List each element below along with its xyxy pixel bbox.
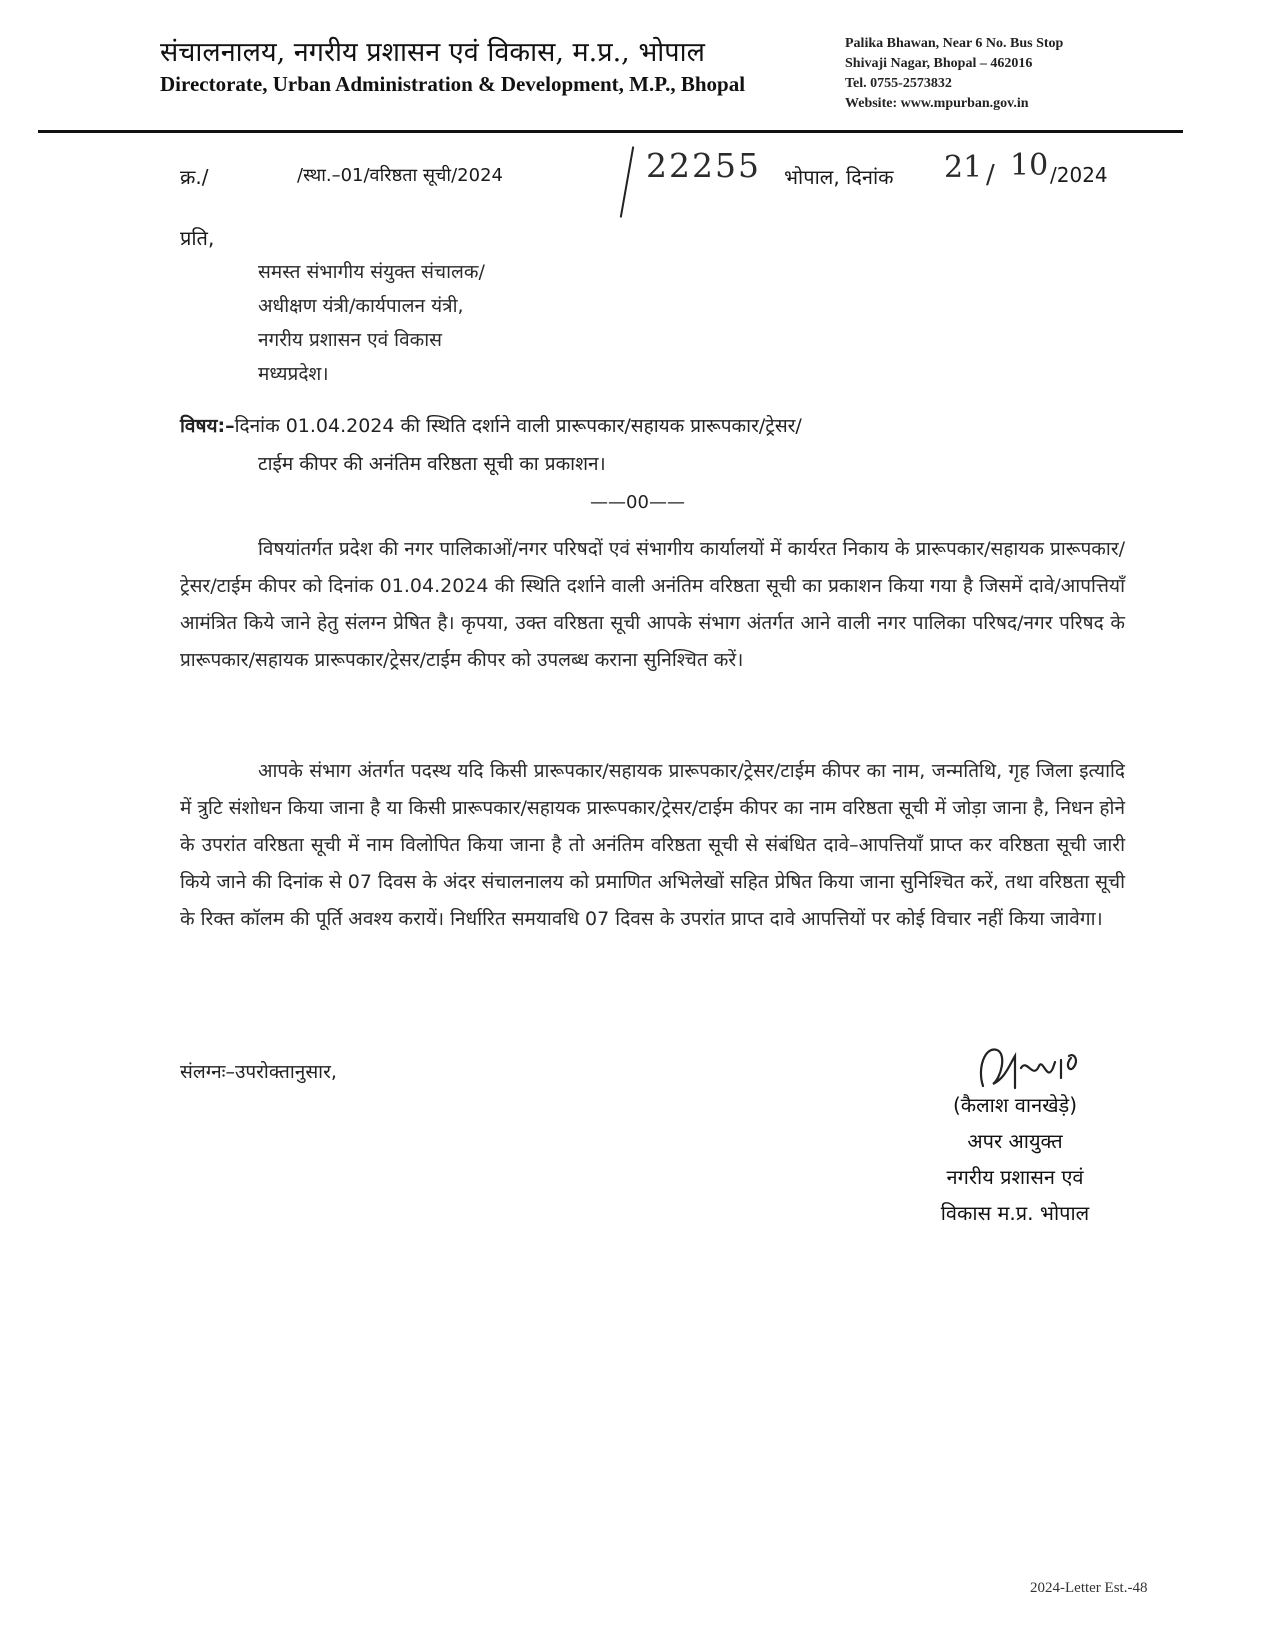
date-separator: / xyxy=(986,160,995,190)
signatory-dept: विकास म.प्र. भोपाल xyxy=(940,1201,1090,1225)
section-separator: ——00—— xyxy=(590,492,685,513)
ref-prefix: क्र./ xyxy=(180,165,209,189)
to-label: प्रति, xyxy=(180,226,215,250)
org-name-english: Directorate, Urban Administration & Development, M.P., Bhopal xyxy=(160,72,746,96)
signature-block xyxy=(915,1087,1115,1231)
signatory-designation: अपर आयुक्त xyxy=(967,1129,1063,1153)
addressee-line: समस्त संभागीय संयुक्त संचालक/ xyxy=(258,261,485,283)
body-paragraph-1: विषयांतर्गत प्रदेश की नगर पालिकाओं/नगर परिषदों एवं संभागीय कार्यालयों में कार्यरत निकाय के प्रारूपकार/सहायक प्रारूपकार/ट्रेसर/टाईम कीपर को दिनांक 01.04.2024 की स्थिति दर्शाने वाली अनंतिम वरिष्ठता सूची का प्रकाशन किया गया है जिसमें दावे/आपत्तियॉं आमंत्रित किये जाने हेतु संलग्न प्रेषित है। कृपया, उक्त वरिष्ठता सूची आपके संभाग अंतर्गत आने वाली नगर पालिका परिषद/नगर परिषद के प्रारूपकार/सहायक प्रारूपकार/ट्रेसर/टाईम कीपर को उपलब्ध कराना सुनिश्चित करें। xyxy=(180,538,1125,671)
handwritten-slash xyxy=(620,146,634,217)
addressee-line: मध्यप्रदेश। xyxy=(258,363,329,385)
ref-text: /स्था.–01/वरिष्ठता सूची/2024 xyxy=(297,165,503,186)
signatory-name: (कैलाश वानखेड़े) xyxy=(952,1093,1078,1117)
addressee-line: अधीक्षण यंत्री/कार्यपालन यंत्री, xyxy=(258,295,464,317)
date-month-handwritten: 10 xyxy=(1010,148,1049,183)
addressee-line: नगरीय प्रशासन एवं विकास xyxy=(258,329,443,351)
org-name-hindi: संचालनालय, नगरीय प्रशासन एवं विकास, म.प्र., भोपाल xyxy=(160,37,705,68)
body-paragraph-2: आपके संभाग अंतर्गत पदस्थ यदि किसी प्रारूपकार/सहायक प्रारूपकार/ट्रेसर/टाईम कीपर का नाम, जन्मतिथि, गृह जिला इत्यादि में त्रुटि संशोधन किया जाना है या किसी प्रारूपकार/सहायक प्रारूपकार/ट्रेसर/टाईम कीपर का नाम वरिष्ठता सूची में जोड़ा जाना है, निधन होने के उपरांत वरिष्ठता सूची में नाम विलोपित किया जाना है तो अनंतिम वरिष्ठता सूची से संबंधित दावे–आपत्तियॉं प्राप्त कर वरिष्ठता सूची जारी किये जाने की दिनांक से 07 दिवस के अंदर संचालनालय को प्रमाणित अभिलेखों सहित प्रेषित किया जाना सुनिश्चित करें, तथा वरिष्ठता सूची के रिक्त कॉलम की पूर्ति अवश्य करायें। निर्धारित समयावधि 07 दिवस के उपरांत प्राप्त दावे आपत्तियों पर कोई विचार नहीं किया जावेगा। xyxy=(180,760,1125,930)
ref-number-handwritten: 22255 xyxy=(646,146,761,185)
footer-code: 2024-Letter Est.-48 xyxy=(1030,1580,1148,1596)
signatory-dept: नगरीय प्रशासन एवं xyxy=(946,1165,1084,1189)
date-year: /2024 xyxy=(1050,163,1108,187)
subject-label: विषय:– xyxy=(180,415,235,437)
addressee-block xyxy=(258,255,485,391)
enclosure-note: संलग्नः–उपरोक्तानुसार, xyxy=(180,1061,337,1083)
website-line: Website: www.mpurban.gov.in xyxy=(845,96,1029,111)
office-address xyxy=(845,34,1063,114)
subject-line-1: दिनांक 01.04.2024 की स्थिति दर्शाने वाली प्रारूपकार/सहायक प्रारूपकार/ट्रेसर/ xyxy=(234,415,802,437)
date-day-handwritten: 21 xyxy=(944,150,983,185)
header-divider xyxy=(38,130,1183,133)
subject-line-2: टाईम कीपर की अनंतिम वरिष्ठता सूची का प्रकाशन। xyxy=(258,453,606,475)
address-line: Shivaji Nagar, Bhopal – 462016 xyxy=(845,56,1033,71)
address-line: Palika Bhawan, Near 6 No. Bus Stop xyxy=(845,36,1064,51)
city-date-label: भोपाल, दिनांक xyxy=(784,165,894,189)
phone-line: Tel. 0755-2573832 xyxy=(845,76,952,91)
subject xyxy=(180,407,1040,483)
